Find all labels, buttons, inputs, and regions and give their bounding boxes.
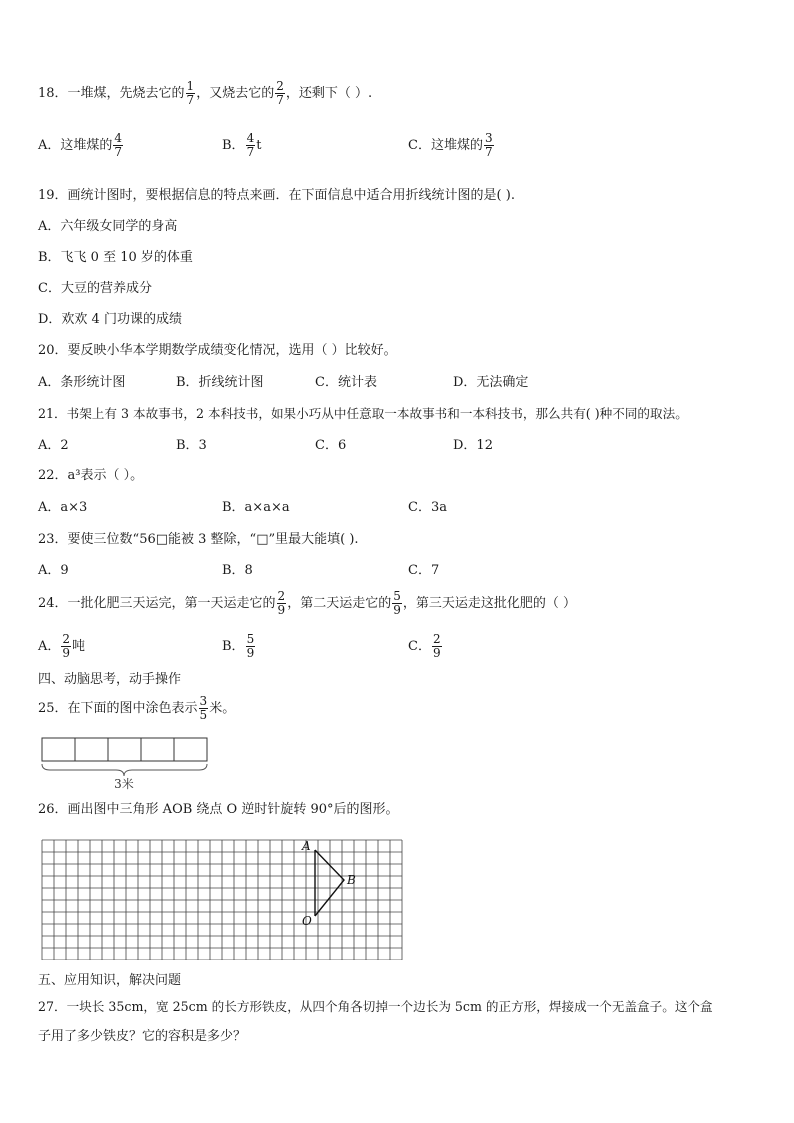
question-27-line-1: 27．一块长 35cm，宽 25cm 的长方形铁皮，从四个角各切掉一个边长为 5cm 的正方形，焊接成一个无盖盒子。这个盒 xyxy=(38,999,713,1014)
q23-option-c[interactable]: C．7 xyxy=(408,563,440,578)
q18-option-b[interactable]: B． $\frac{4}{7}$ t xyxy=(222,131,262,159)
point-o-label: O xyxy=(302,914,312,928)
triangle-aob xyxy=(315,850,344,916)
bar-cell-5 xyxy=(174,738,207,761)
fraction: $\frac{2}{7}$ xyxy=(276,79,284,107)
q20-option-d[interactable]: D．无法确定 xyxy=(453,375,529,390)
grid-figure[interactable] xyxy=(40,838,405,960)
fraction: $\frac{5}{9}$ xyxy=(246,632,255,660)
question-26-stem: 26．画出图中三角形 AOB 绕点 O 逆时针旋转 90°后的图形。 xyxy=(38,802,399,817)
q23-option-a[interactable]: A．9 xyxy=(38,563,69,578)
point-b-label: B xyxy=(347,873,356,887)
q24-option-b[interactable]: B． $\frac{5}{9}$ xyxy=(222,632,255,660)
point-a-label: A xyxy=(302,839,311,853)
q21-option-a[interactable]: A．2 xyxy=(38,438,69,453)
fraction: $\frac{3}{7}$ xyxy=(484,131,493,159)
brace-label: 3米 xyxy=(114,777,134,791)
brace xyxy=(42,764,207,776)
fraction: $\frac{2}{9}$ xyxy=(62,632,71,660)
bar-cell-4 xyxy=(141,738,174,761)
q19-option-d[interactable]: D．欢欢 4 门功课的成绩 xyxy=(38,312,182,327)
bar-cell-2 xyxy=(75,738,108,761)
fraction: $\frac{3}{5}$ xyxy=(199,694,208,722)
q19-option-a[interactable]: A．六年级女同学的身高 xyxy=(38,219,178,234)
q21-option-b[interactable]: B．3 xyxy=(176,438,207,453)
grid-lines xyxy=(42,840,402,960)
section-4-heading: 四、动脑思考，动手操作 xyxy=(38,672,182,687)
q22-option-a[interactable]: A．a×3 xyxy=(38,500,88,515)
q21-option-d[interactable]: D．12 xyxy=(453,438,493,453)
question-23-stem: 23．要使三位数“56□能被 3 整除，“□”里最大能填( ). xyxy=(38,532,359,547)
fraction: $\frac{5}{9}$ xyxy=(393,589,401,617)
q18-option-c[interactable]: C．这堆煤的 $\frac{3}{7}$ xyxy=(408,131,493,159)
q21-option-c[interactable]: C．6 xyxy=(315,438,347,453)
bar-cell-3 xyxy=(108,738,141,761)
fraction: $\frac{2}{9}$ xyxy=(432,632,441,660)
question-21-stem: 21．书架上有 3 本故事书，2 本科技书，如果小巧从中任意取一本故事书和一本科技书，那么共有( )种不同的取法。 xyxy=(38,406,688,421)
q23-option-b[interactable]: B．8 xyxy=(222,563,253,578)
section-5-heading: 五、应用知识，解决问题 xyxy=(38,973,182,988)
q22-option-b[interactable]: B．a×a×a xyxy=(222,500,290,515)
question-19-stem: 19．画统计图时，要根据信息的特点来画．在下面信息中适合用折线统计图的是( ). xyxy=(38,188,515,203)
question-18-stem: 18．一堆煤，先烧去它的 $\frac{1}{7}$ ，又烧去它的 $\frac{2}{7}$ ，还剩下（ ）. xyxy=(38,79,373,107)
bar-cells[interactable] xyxy=(42,738,207,761)
q22-option-c[interactable]: C．3a xyxy=(408,500,447,515)
question-24-stem: 24．一批化肥三天运完，第一天运走它的 $\frac{2}{9}$ ，第二天运走它的 $\frac{5}{9}$ ，第三天运走这批化肥的（ ） xyxy=(38,589,576,617)
q20-option-b[interactable]: B．折线统计图 xyxy=(176,375,264,390)
fraction: $\frac{4}{7}$ xyxy=(114,131,123,159)
question-20-stem: 20．要反映小华本学期数学成绩变化情况，选用（ ）比较好。 xyxy=(38,343,397,358)
q24-option-a[interactable]: A． $\frac{2}{9}$ 吨 xyxy=(38,632,86,660)
q19-option-c[interactable]: C．大豆的营养成分 xyxy=(38,281,152,296)
q18-option-a[interactable]: A．这堆煤的 $\frac{4}{7}$ xyxy=(38,131,123,159)
fraction: $\frac{4}{7}$ xyxy=(246,131,255,159)
question-25-stem: 25．在下面的图中涂色表示 $\frac{3}{5}$ 米。 xyxy=(38,694,236,722)
segmented-bar-figure xyxy=(38,735,213,795)
q24-option-c[interactable]: C． $\frac{2}{9}$ xyxy=(408,632,441,660)
fraction: $\frac{2}{9}$ xyxy=(277,589,286,617)
q20-option-a[interactable]: A．条形统计图 xyxy=(38,375,126,390)
question-27-line-2: 子用了多少铁皮？它的容积是多少？ xyxy=(38,1029,247,1044)
q19-option-b[interactable]: B．飞飞 0 至 10 岁的体重 xyxy=(38,250,193,265)
bar-cell-1 xyxy=(42,738,75,761)
q20-option-c[interactable]: C．统计表 xyxy=(315,375,377,390)
question-22-stem: 22．a³表示（ ）。 xyxy=(38,468,144,483)
fraction: $\frac{1}{7}$ xyxy=(186,79,195,107)
